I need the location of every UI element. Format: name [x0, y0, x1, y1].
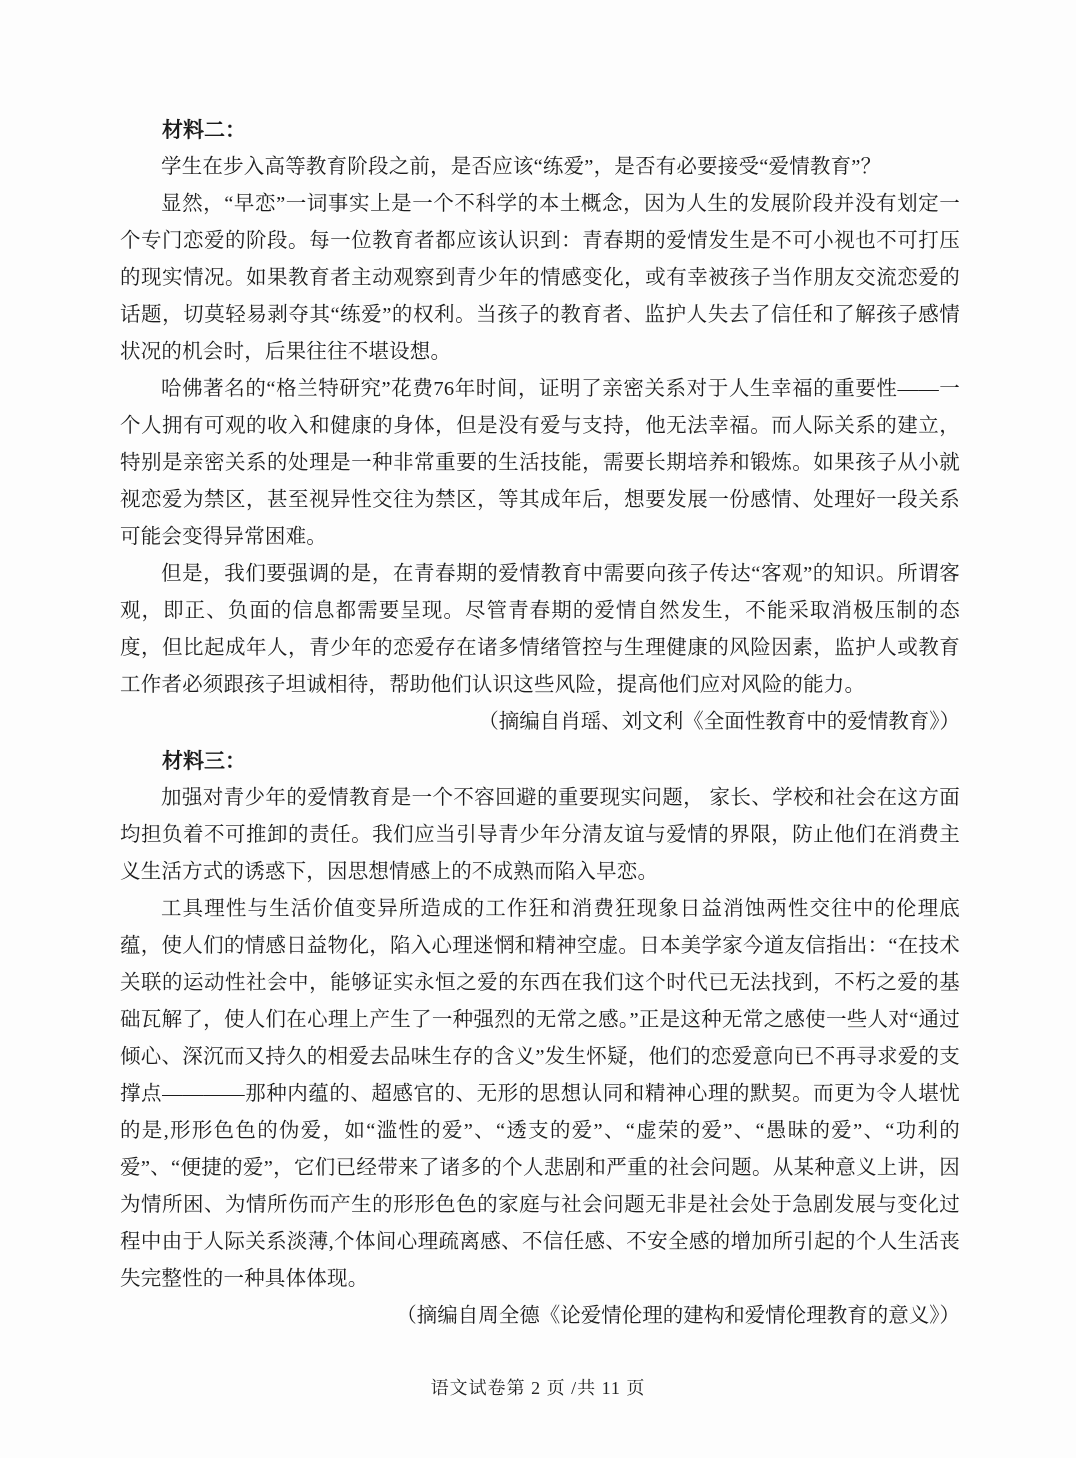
material-two-paragraph-3: 哈佛著名的“格兰特研究”花费76年时间，证明了亲密关系对于人生幸福的重要性——一个人拥有可观的收入和健康的身体，但是没有爱与支持，他无法幸福。而人际关系的建立，特别是亲密关系的处理是一种非常重要的生活技能，需要长期培养和锻炼。如果孩子从小就视恋爱为禁区，甚至视异性交往为禁区，等其成年后，想要发展一份感情、处理好一段关系可能会变得异常困难。 [120, 378, 960, 548]
material-two-attribution: （摘编自肖瑶、刘文利《全面性教育中的爱情教育》） [478, 711, 960, 733]
material-three-paragraph-1: 加强对青少年的爱情教育是一个不容回避的重要现实问题， 家长、学校和社会在这方面均担负着不可推卸的责任。我们应当引导青少年分清友谊与爱情的界限，防止他们在消费主义生活方式的诱惑下，因思想情感上的不成熟而陷入早恋。 [120, 787, 960, 883]
material-three-section [120, 743, 960, 1335]
material-two-heading: 材料二： [162, 118, 246, 142]
material-two-paragraph-4: 但是，我们要强调的是，在青春期的爱情教育中需要向孩子传达“客观”的知识。所谓客观，即正、负面的信息都需要呈现。尽管青春期的爱情自然发生，不能采取消极压制的态度，但比起成年人，青少年的恋爱存在诸多情绪管控与生理健康的风险因素，监护人或教育工作者必须跟孩子坦诚相待，帮助他们认识这些风险，提高他们应对风险的能力。 [120, 563, 960, 696]
material-three-paragraph-2: 工具理性与生活价值变异所造成的工作狂和消费狂现象日益消蚀两性交往中的伦理底蕴，使人们的情感日益物化，陷入心理迷惘和精神空虚。日本美学家今道友信指出：“在技术关联的运动性社会中，能够证实永恒之爱的东西在我们这个时代已无法找到，不朽之爱的基础瓦解了，使人们在心理上产生了一种强烈的无常之感。”正是这种无常之感使一些人对“通过倾心、深沉而又持久的相爱去品味生存的含义”发生怀疑，他们的恋爱意向已不再寻求爱的支撑点————那种内蕴的、超感官的、无形的思想认同和精神心理的默契。而更为令人堪忧的是,形形色色的伪爱，如“滥性的爱”、“透支的爱”、“虚荣的爱”、“愚昧的爱”、“功利的爱”、“便捷的爱”，它们已经带来了诸多的个人悲剧和严重的社会问题。从某种意义上讲，因为情所困、为情所伤而产生的形形色色的家庭与社会问题无非是社会处于急剧发展与变化过程中由于人际关系淡薄,个体间心理疏离感、不信任感、不安全感的增加所引起的个人生活丧失完整性的一种具体体现。 [120, 898, 960, 1290]
material-three-attribution: （摘编自周全德《论爱情伦理的建构和爱情伦理教育的意义》） [396, 1305, 960, 1327]
page-number-text: 语文试卷第 2 页 /共 11 页 [430, 1378, 646, 1398]
material-two-paragraph-1: 学生在步入高等教育阶段之前，是否应该“练爱”，是否有必要接受“爱情教育”？ [161, 156, 882, 178]
material-two-section [120, 112, 960, 741]
page-footer [0, 1374, 1076, 1400]
material-three-heading: 材料三： [162, 749, 246, 773]
material-two-paragraph-2: 显然，“早恋”一词事实上是一个不科学的本土概念，因为人生的发展阶段并没有划定一个专门恋爱的阶段。每一位教育者都应该认识到：青春期的爱情发生是不可小视也不可打压的现实情况。如果教育者主动观察到青少年的情感变化，或有幸被孩子当作朋友交流恋爱的话题，切莫轻易剥夺其“练爱”的权利。当孩子的教育者、监护人失去了信任和了解孩子感情状况的机会时，后果往往不堪设想。 [120, 193, 960, 363]
